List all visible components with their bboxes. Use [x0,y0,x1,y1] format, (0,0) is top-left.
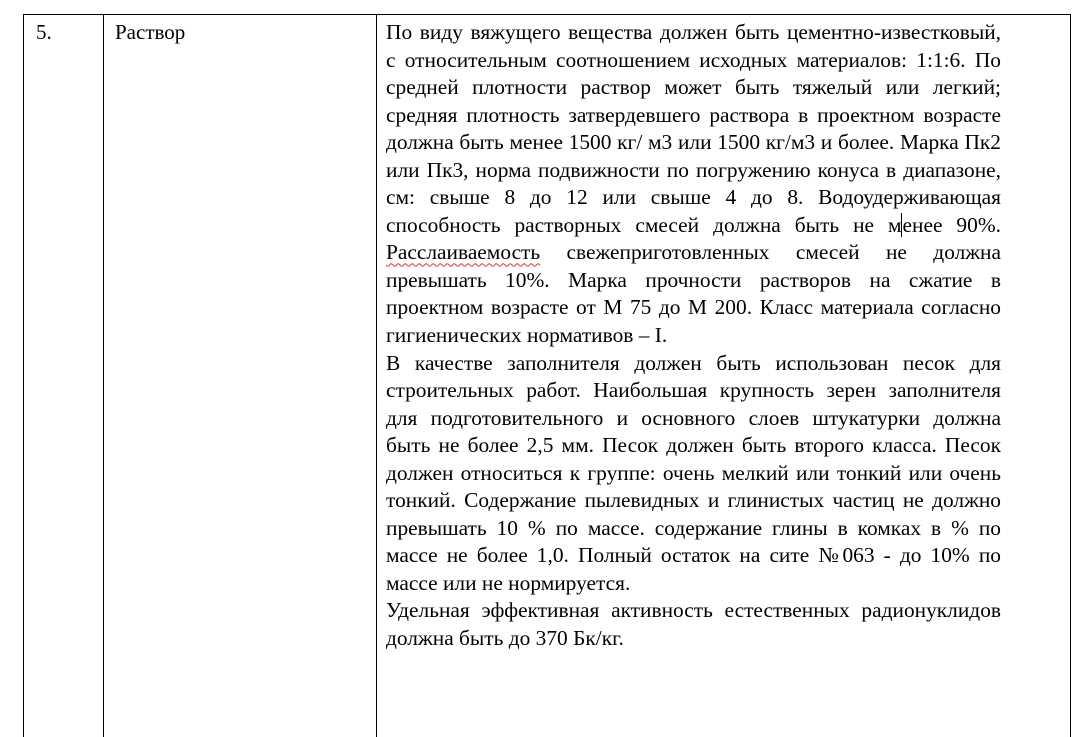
column-divider [376,15,377,737]
paragraph-mortar-properties[interactable] [386,19,1001,350]
paragraph-radioactivity[interactable]: Удельная эффективная активность естественных радионуклидов должна быть до 370 Бк/кг. [386,598,1001,651]
paragraph-aggregate-requirements[interactable]: В качестве заполнителя должен быть использован песок для строительных работ. Наибольшая крупность зерен заполнителя для подготовительного и основного слоев штукатурки должна быть не более 2,5 мм. Песок должен быть второго класса. Песок должен относиться к группе: очень мелкий или тонкий или очень тонкий. Содержание пылевидных и глинистых частиц не должно превышать 10 % по массе. содержание глины в комках в % по массе не более 1,0. Полный остаток на сите №063 - до 10% по массе или не нормируется. [386,350,1001,595]
paragraph-text: По виду вяжущего вещества должен быть цементно-известковый, с относительным соотношением исходных материалов: 1:1:6. По средней плотности раствор может быть тяжелый или легкий; средняя плотность затвердевшего раствора в проектном возрасте должна быть менее 1500 кг/ м3 или 1500 кг/м3 и более. Марка Пк2 или Пк3, норма подвижности по погружению конуса в диапазоне, см: свыше 8 до 12 или свыше 4 до 8. Водоудерживающая способность растворных смесей должна быть не м [386,20,1001,237]
column-divider [103,15,104,737]
text-cursor [901,213,902,237]
requirements-table [23,14,1071,737]
paragraph-text: свежеприготовленных смесей не должна превышать 10%. Марка прочности растворов на сжатие в проектном возрасте от М 75 до М 200. Класс материала согласно гигиенических нормативов – I. [386,240,1001,348]
material-name-cell[interactable]: Раствор [115,20,186,44]
requirements-cell[interactable] [386,19,1001,653]
paragraph-text: енее 90%. [902,212,1001,237]
row-number-cell[interactable]: 5. [36,20,52,44]
spellcheck-flagged-word[interactable]: Расслаиваемость [386,240,541,265]
